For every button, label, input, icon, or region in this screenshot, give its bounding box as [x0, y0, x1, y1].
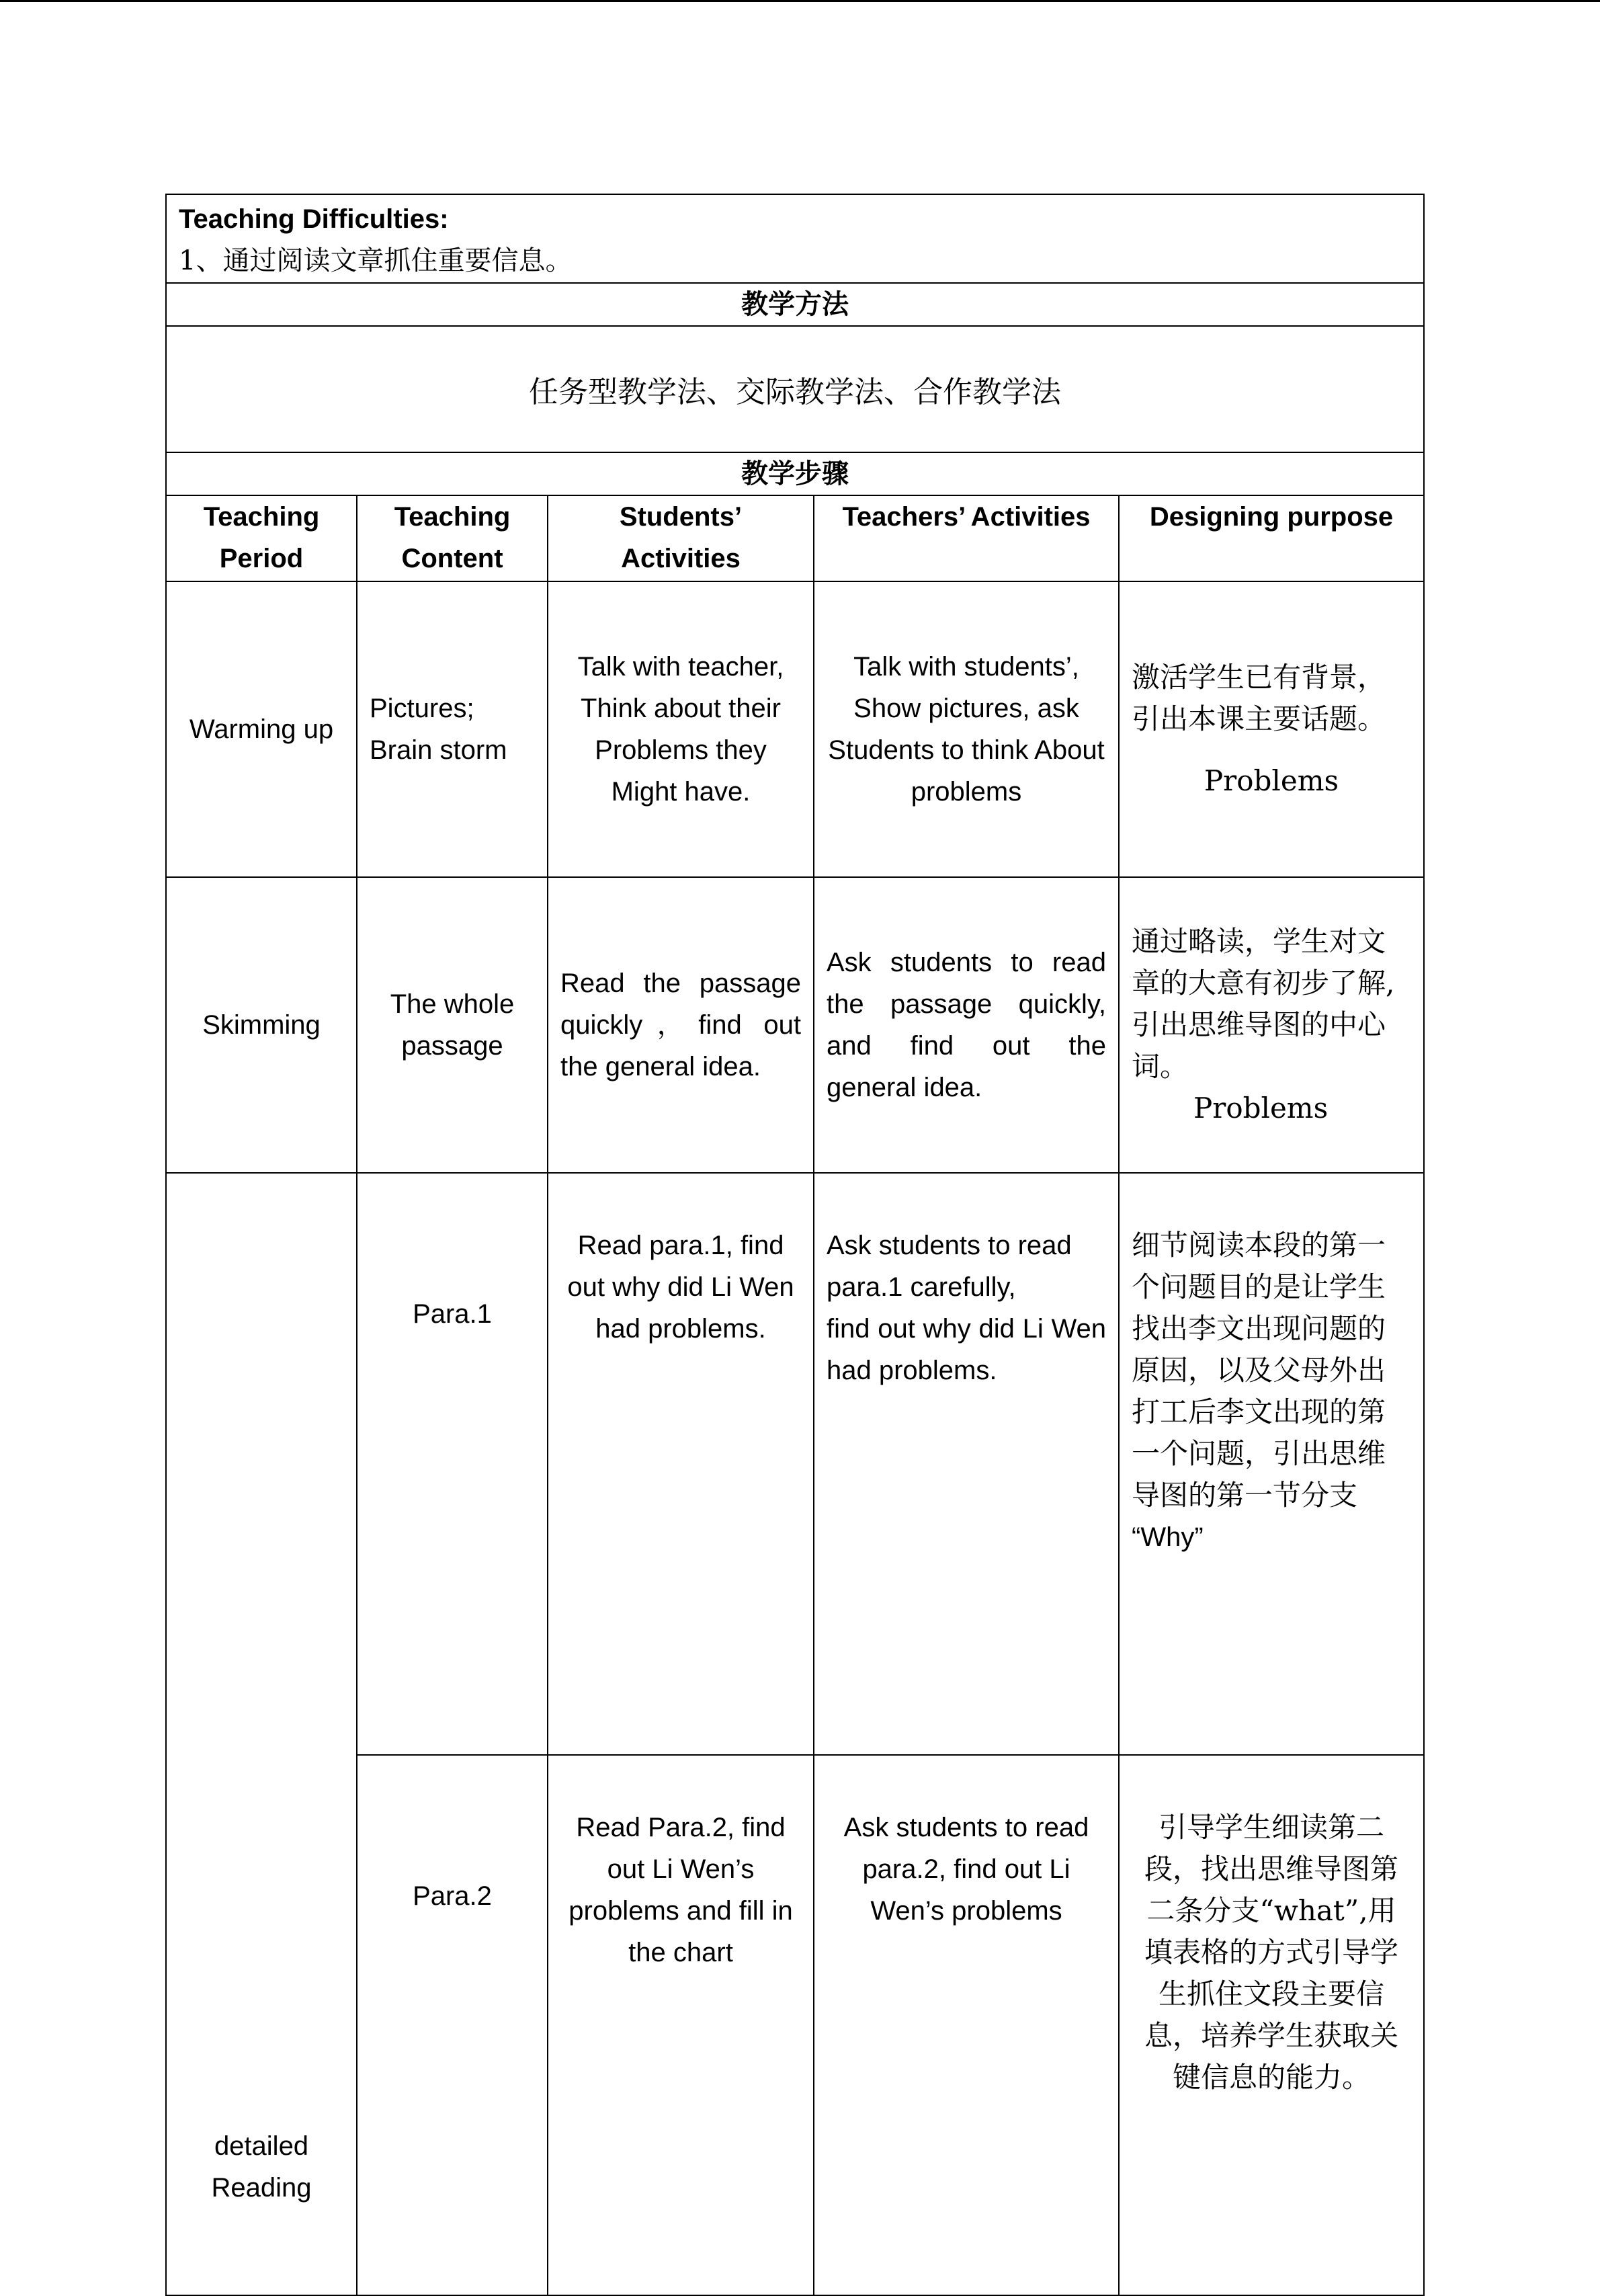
- para1-teachers-line3: find out why did Li Wen had problems.: [827, 1314, 1106, 1385]
- warming-up-row: [166, 581, 1424, 877]
- warming-purpose: 激活学生已有背景，引出本课主要话题。: [1132, 661, 1386, 735]
- para1-teachers-cell: [814, 1173, 1119, 1755]
- skimming-content: The whole passage: [357, 877, 548, 1173]
- warming-teachers: Talk with students’, Show pictures, ask Students to think About problems: [814, 581, 1119, 877]
- para1-students: Read para.1, find out why did Li Wen had problems.: [548, 1173, 814, 1755]
- header-teaching-period: Teaching Period: [166, 495, 357, 581]
- header-designing-purpose: Designing purpose: [1119, 495, 1424, 581]
- skimming-period: Skimming: [166, 877, 357, 1173]
- methods-heading: 教学方法: [166, 283, 1424, 326]
- header-teachers-activities: Teachers’ Activities: [814, 495, 1119, 581]
- methods-text: 任务型教学法、交际教学法、合作教学法: [166, 326, 1424, 452]
- para1-row: [166, 1173, 1424, 1755]
- para2-students: Read Para.2, find out Li Wen’s problems and fill in the chart: [548, 1755, 814, 2295]
- para1-purpose: 细节阅读本段的第一个问题目的是让学生找出李文出现问题的原因，以及父母外出打工后李文出现的第一个问题，引出思维导图的第一节分支: [1132, 1229, 1386, 1512]
- reading-period: detailed Reading: [166, 1173, 357, 2295]
- skimming-teachers: Ask students to read the passage quickly, and find out the general idea.: [814, 877, 1119, 1173]
- methods-heading-row: [166, 283, 1424, 326]
- difficulties-label: Teaching Difficulties:: [179, 204, 449, 234]
- page-top-border: [0, 0, 1600, 2]
- skimming-students: Read the passage quickly，find out the general idea.: [548, 877, 814, 1173]
- para1-purpose-cell: [1119, 1173, 1424, 1755]
- para2-teachers: Ask students to read para.2, find out Li Wen’s problems: [814, 1755, 1119, 2295]
- para1-teachers-line2: para.1 carefully,: [827, 1272, 1016, 1302]
- lesson-plan-table: [165, 194, 1425, 2296]
- warming-purpose-word: Problems: [1204, 764, 1339, 797]
- warming-period: Warming up: [166, 581, 357, 877]
- warming-students: Talk with teacher, Think about their Problems they Might have.: [548, 581, 814, 877]
- skimming-row: [166, 877, 1424, 1173]
- warming-content: Pictures; Brain storm: [357, 581, 548, 877]
- para2-purpose: 引导学生细读第二段，找出思维导图第二条分支“what”,用填表格的方式引导学生抓住文段主要信息，培养学生获取关键信息的能力。: [1119, 1755, 1424, 2295]
- para1-teachers-line1: Ask students to read: [827, 1231, 1072, 1260]
- skimming-purpose-cell: [1119, 877, 1424, 1173]
- difficulties-row: [166, 194, 1424, 283]
- para2-content: Para.2: [357, 1755, 548, 2295]
- steps-heading-row: [166, 452, 1424, 495]
- header-teaching-content: Teaching Content: [357, 495, 548, 581]
- skimming-purpose-word: Problems: [1193, 1092, 1329, 1124]
- difficulties-cell: [166, 194, 1424, 283]
- warming-purpose-cell: [1119, 581, 1424, 877]
- methods-row: [166, 326, 1424, 452]
- skimming-purpose: 通过略读，学生对文章的大意有初步了解,引出思维导图的中心词。: [1132, 925, 1395, 1083]
- header-students-activities: Students’ Activities: [548, 495, 814, 581]
- difficulties-item: 1、通过阅读文章抓住重要信息。: [179, 245, 573, 276]
- para1-purpose-tail: “Why”: [1132, 1522, 1204, 1552]
- para1-content: Para.1: [357, 1173, 548, 1755]
- column-header-row: [166, 495, 1424, 581]
- steps-heading: 教学步骤: [166, 452, 1424, 495]
